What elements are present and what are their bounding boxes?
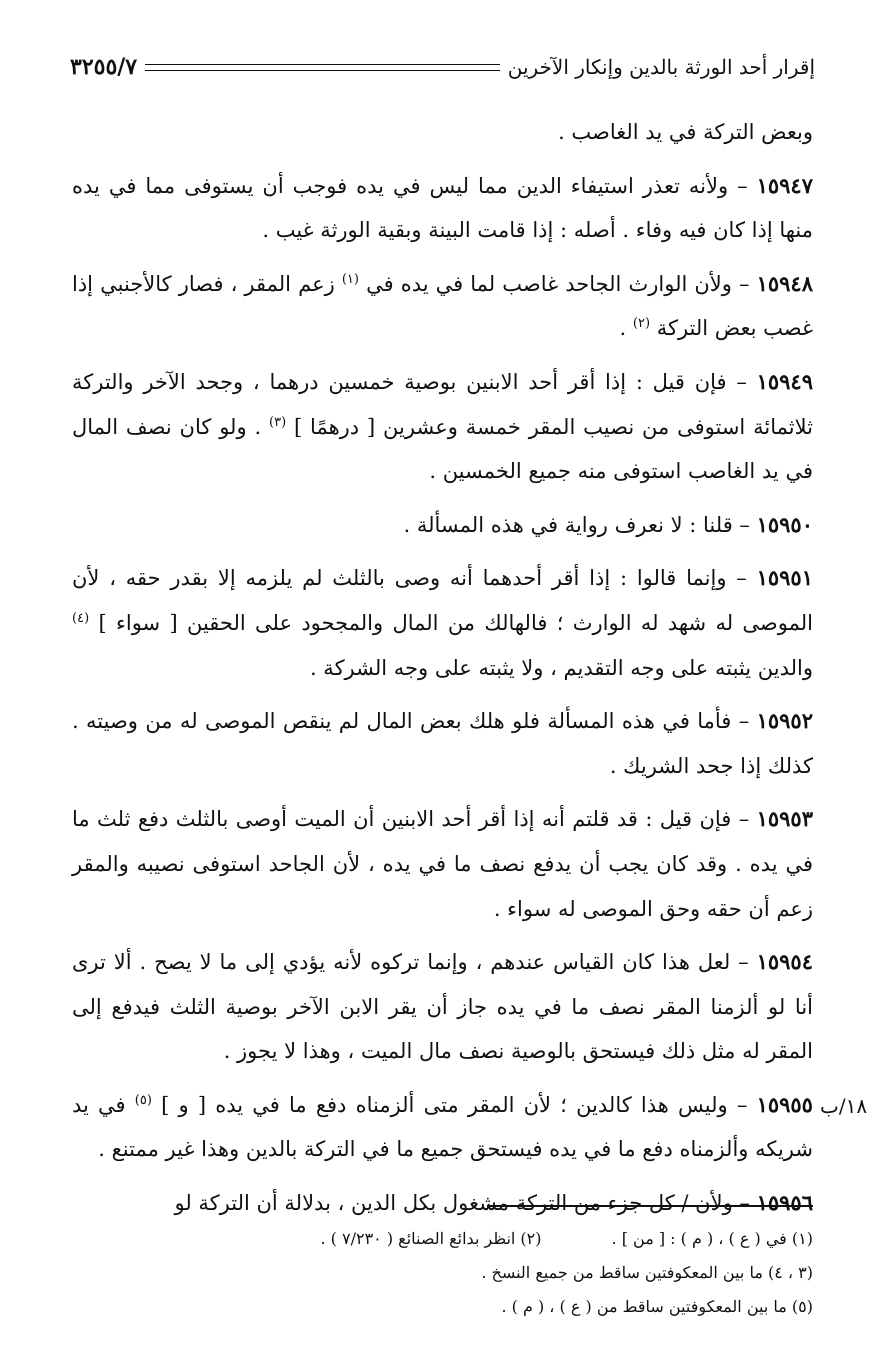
paragraph-15948 bbox=[72, 262, 813, 351]
paragraph-text: – ولأنه تعذر استيفاء الدين مما ليس في يده فوجب أن يستوفى مما في يده منها إذا كان فيه وفاء . أصله : إذا قامت البينة وبقية الورثة غيب . bbox=[72, 173, 813, 243]
paragraph-text: – وليس هذا كالدين ؛ لأن المقر متى ألزمناه دفع ما في يده [ و ] bbox=[161, 1092, 748, 1117]
paragraph-text: – فإن قيل : قد قلتم أنه إذا أقر أحد الابنين أن الميت أوصى بالثلث دفع ثلث ما في يده . وقد كان يجب أن يدفع نصف ما في يده ، لأن الجاحد استوفى نصيبه والمقر زعم أن حقه وحق الموصى له سواء . bbox=[72, 807, 813, 921]
header-title: إقرار أحد الورثة بالدين وإنكار الآخرين bbox=[507, 55, 815, 79]
paragraph-15952 bbox=[72, 699, 813, 788]
paragraph-15954 bbox=[72, 940, 813, 1074]
paragraph-15949 bbox=[72, 360, 813, 494]
paragraph-number: ١٥٩٥٢ bbox=[756, 708, 813, 734]
paragraph-text: – لعل هذا كان القياس عندهم ، وإنما تركوه لأنه يؤدي إلى ما لا يصح . ألا ترى أنا لو ألزمنا المقر نصف ما في يده جاز أن يقر الابن الآخر بوصية الثلث فيدفع إلى المقر له مثل ذلك فيستحق بالوصية نصف مال الميت ، وهذا لا يجوز . bbox=[72, 950, 813, 1064]
footnote-2: (٢) انظر بدائع الصنائع ( ٧/٢٣٠ ) . bbox=[320, 1229, 542, 1248]
manuscript-folio-note: ١٨/ب bbox=[820, 1094, 868, 1118]
paragraph-text: في يد شريكه وألزمناه دفع ما في يده فيستحق جميع ما في التركة بالدين وهذا غير ممتنع . bbox=[72, 1092, 813, 1162]
main-text bbox=[72, 110, 813, 1226]
footnote-line bbox=[72, 1222, 813, 1256]
paragraph-15953 bbox=[72, 797, 813, 931]
paragraph-15947 bbox=[72, 164, 813, 253]
paragraph-text: زعم المقر ، فصار كالأجنبي إذا غصب بعض التركة bbox=[72, 271, 813, 341]
footnote-line bbox=[72, 1290, 813, 1324]
page-number: ٣٢٥٥/٧ bbox=[70, 54, 138, 80]
paragraph-15950 bbox=[72, 503, 813, 548]
paragraph-text: – فأما في هذه المسألة فلو هلك بعض المال لم ينقص الموصى له من وصيته . كذلك إذا جحد الشريك . bbox=[72, 709, 813, 778]
paragraph-15956 bbox=[72, 1181, 813, 1226]
paragraph-text: – ولأن / كل جزء من التركة مشغول بكل الدين ، بدلالة أن التركة لو bbox=[174, 1191, 750, 1216]
paragraph-number: ١٥٩٤٧ bbox=[756, 172, 813, 198]
footnotes bbox=[72, 1222, 813, 1324]
paragraph-15955 bbox=[72, 1083, 813, 1172]
paragraph-number: ١٥٩٥١ bbox=[756, 565, 813, 591]
footnote-5: (٥) ما بين المعكوفتين ساقط من ( ع ) ، ( م ) . bbox=[501, 1297, 813, 1316]
footnote-ref: (٢) bbox=[632, 316, 651, 332]
footnote-line bbox=[72, 1256, 813, 1290]
paragraph-text: . bbox=[619, 316, 627, 341]
paragraph-text: – قلنا : لا نعرف رواية في هذه المسألة . bbox=[403, 512, 750, 537]
intro-line: وبعض التركة في يد الغاصب . bbox=[558, 120, 813, 144]
running-header bbox=[70, 50, 815, 84]
paragraph-number: ١٥٩٥٠ bbox=[756, 511, 813, 537]
paragraph-number: ١٥٩٥٤ bbox=[756, 949, 813, 975]
footnote-separator bbox=[487, 1205, 813, 1207]
footnote-ref: (٤) bbox=[72, 610, 90, 626]
header-rule bbox=[145, 64, 500, 71]
footnote-3-4: (٣ ، ٤) ما بين المعكوفتين ساقط من جميع النسخ . bbox=[481, 1263, 813, 1282]
paragraph-number: ١٥٩٥٦ bbox=[756, 1190, 813, 1216]
paragraph-text: – وإنما قالوا : إذا أقر أحدهما أنه وصى بالثلث لم يلزمه إلا بقدر حقه ، لأن الموصى له شهد له الوارث ؛ فالهالك من المال والمجحود على الحقين [ سواء ] bbox=[72, 566, 813, 635]
paragraph-text: – ولأن الوارث الجاحد غاصب لما في يده في bbox=[366, 271, 750, 296]
paragraph-number: ١٥٩٥٣ bbox=[756, 806, 813, 832]
paragraph-number: ١٥٩٤٨ bbox=[756, 270, 813, 296]
paragraph-15951 bbox=[72, 556, 813, 690]
paragraph-number: ١٥٩٥٥ bbox=[756, 1091, 813, 1117]
paragraph-text: والدين يثبته على وجه التقديم ، ولا يثبته على وجه الشركة . bbox=[309, 655, 813, 680]
paragraph-number: ١٥٩٤٩ bbox=[756, 368, 813, 394]
footnote-ref: (٣) bbox=[269, 414, 287, 430]
paragraph-text: . ولو كان نصف المال في يد الغاصب استوفى منه جميع الخمسين . bbox=[72, 414, 813, 484]
footnote-ref: (١) bbox=[341, 271, 359, 287]
footnote-1: (١) في ( ع ) ، ( م ) : [ من ] . bbox=[611, 1229, 813, 1248]
footnote-ref: (٥) bbox=[134, 1092, 152, 1108]
paragraph-text: – فإن قيل : إذا أقر أحد الابنين بوصية خمسين درهما ، وجحد الآخر والتركة ثلاثمائة استوفى من نصيب المقر خمسة وعشرين [ درهمًا ] bbox=[72, 369, 813, 439]
